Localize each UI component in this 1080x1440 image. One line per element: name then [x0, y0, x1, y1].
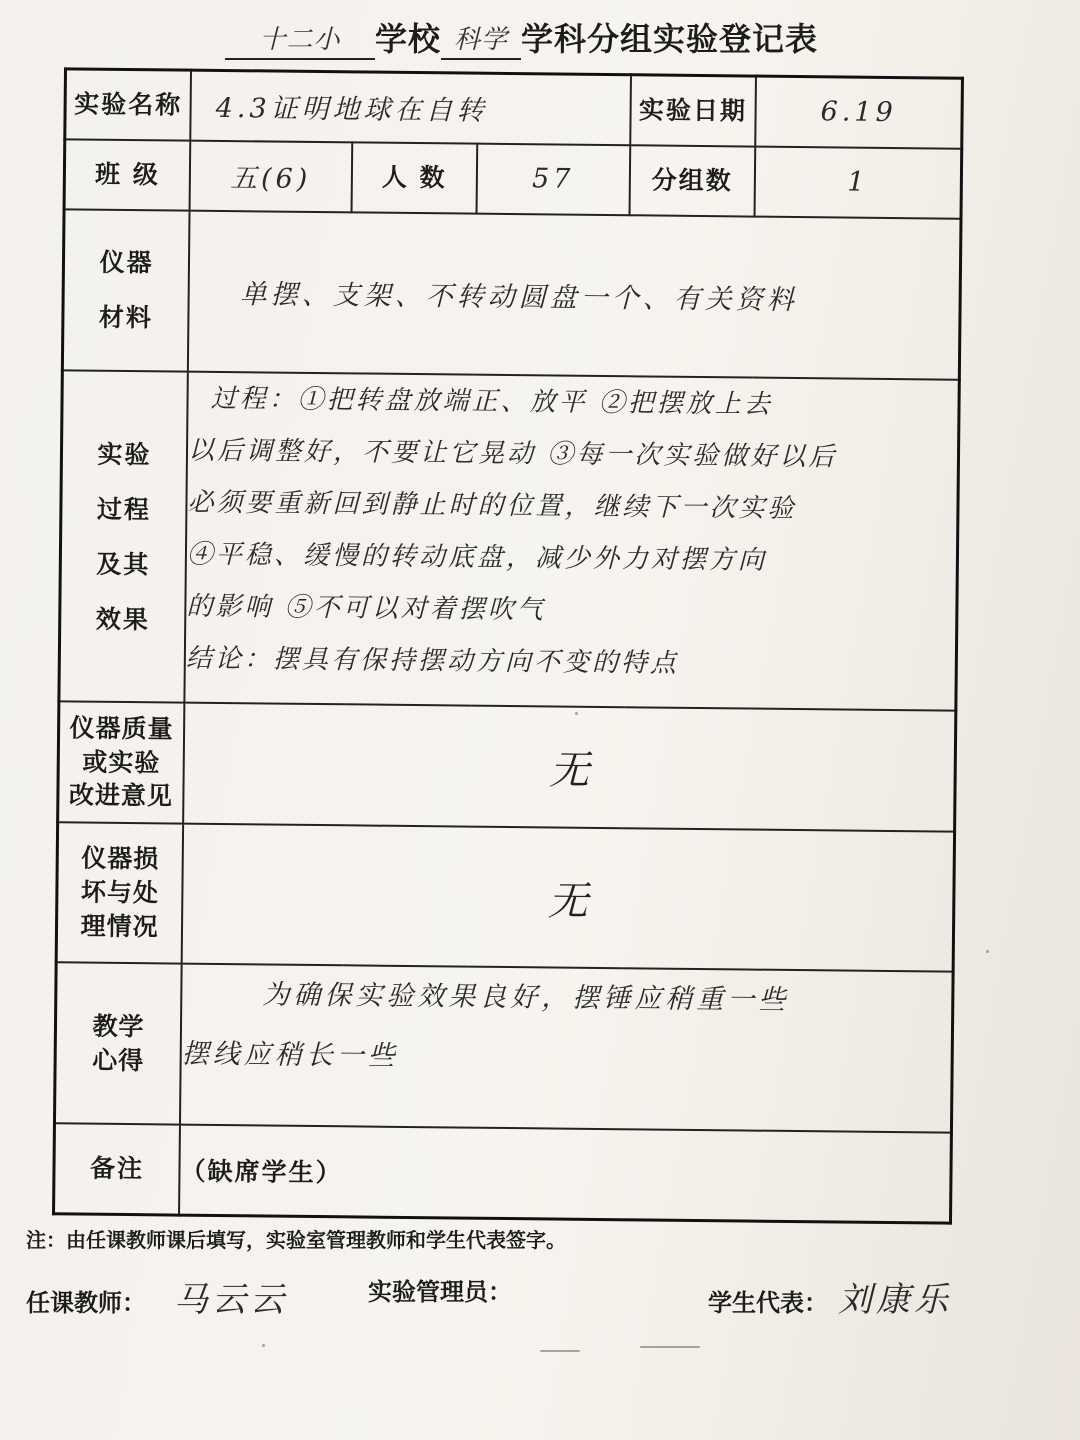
date-label: 实验日期: [630, 75, 756, 147]
reflection-label-line-1: 教学: [92, 1011, 145, 1042]
reflection-value: [180, 964, 953, 1133]
row-remark: [54, 1123, 952, 1223]
damage-label-line-3: 理情况: [80, 911, 159, 942]
school-name-field: 十二小: [225, 19, 375, 60]
quality-value: 无: [183, 703, 956, 832]
remark-label: 备注: [54, 1123, 181, 1215]
groups-label: 分组数: [629, 145, 755, 217]
teacher-signature: 马云云: [174, 1280, 288, 1320]
quality-label-line-1: 仪器质量: [69, 713, 174, 744]
teacher-label: 任课教师：: [26, 1289, 146, 1317]
photocopy-speck: [575, 712, 578, 715]
form-title: [225, 14, 865, 74]
people-value: 57: [477, 143, 630, 215]
materials-label-line-2: 材料: [98, 303, 154, 333]
damage-label-line-1: 仪器损: [81, 843, 160, 874]
experiment-name-label: 实验名称: [65, 69, 191, 141]
process-conclusion: 结论：摆具有保持摆动方向不变的特点: [185, 643, 680, 679]
title-suffix: 学科分组实验登记表: [521, 20, 819, 58]
row-damage: [56, 822, 954, 972]
reflection-label-line-2: 心得: [92, 1045, 145, 1075]
class-value: 五(6): [190, 140, 352, 212]
materials-value: 单摆、支架、不转动圆盘一个、有关资料: [188, 211, 961, 380]
reflection-line: 为确保实验效果良好，摆锤应稍重一些: [262, 979, 790, 1017]
process-line: ④平稳、缓慢的转动底盘，减少外力对摆方向: [186, 539, 768, 576]
photocopy-speck: [262, 1344, 265, 1347]
process-label-line-4: 效果: [95, 604, 150, 634]
teacher-signature-block: [26, 1272, 288, 1321]
student-signature: 刘康乐: [838, 1280, 952, 1320]
registration-form: [52, 67, 964, 1224]
admin-signature-block: [368, 1272, 512, 1307]
people-label: 人 数: [351, 142, 477, 214]
quality-label: [58, 702, 185, 824]
quality-label-line-3: 改进意见: [68, 780, 174, 811]
row-reflection: [54, 963, 953, 1133]
remark-value: （缺席学生）: [179, 1125, 951, 1224]
reflection-line: 摆线应稍长一些: [181, 1038, 399, 1073]
process-value: [184, 371, 959, 710]
damage-label: [56, 822, 183, 964]
quality-label-line-2: 或实验: [82, 747, 161, 777]
damage-value: 无: [182, 823, 955, 972]
admin-label: 实验管理员：: [368, 1278, 512, 1306]
process-line: 的影响 ⑤不可以对着摆吹气: [186, 591, 546, 626]
process-line: 以后调整好，不要让它晃动 ③每一次实验做好以后: [187, 435, 838, 473]
reflection-label: [54, 963, 181, 1125]
photocopy-speck: [640, 1346, 700, 1348]
date-value: 6.19: [755, 76, 962, 148]
row-experiment-name: [65, 69, 963, 149]
subject-field: 科学: [441, 19, 521, 60]
student-signature-block: [708, 1272, 952, 1321]
row-materials: [62, 209, 961, 379]
process-label: [59, 370, 188, 703]
process-label-line-2: 过程: [96, 494, 152, 524]
process-label-line-3: 及其: [96, 549, 151, 579]
experiment-name-value: 4.3证明地球在自转: [190, 70, 630, 145]
student-label: 学生代表：: [708, 1289, 828, 1317]
process-line: 过程：①把转盘放端正、放平 ②把摆放上去: [210, 383, 774, 420]
materials-label: [62, 209, 189, 371]
row-class: [64, 139, 962, 219]
row-process: [59, 370, 959, 711]
row-quality: [58, 702, 956, 832]
class-label: 班 级: [64, 139, 190, 211]
materials-label-line-1: 仪器: [99, 248, 154, 278]
photocopy-speck: [986, 950, 989, 953]
groups-value: 1: [755, 146, 962, 218]
process-label-line-1: 实验: [97, 439, 152, 469]
photocopy-speck: [540, 1350, 580, 1352]
school-suffix: 学校: [375, 20, 442, 58]
damage-label-line-2: 坏与处: [80, 877, 160, 908]
process-line: 必须要重新回到静止时的位置，继续下一次实验: [187, 487, 797, 524]
footer-note: 注：由任课教师课后填写，实验室管理教师和学生代表签字。: [26, 1228, 566, 1252]
form-table: [52, 67, 964, 1224]
